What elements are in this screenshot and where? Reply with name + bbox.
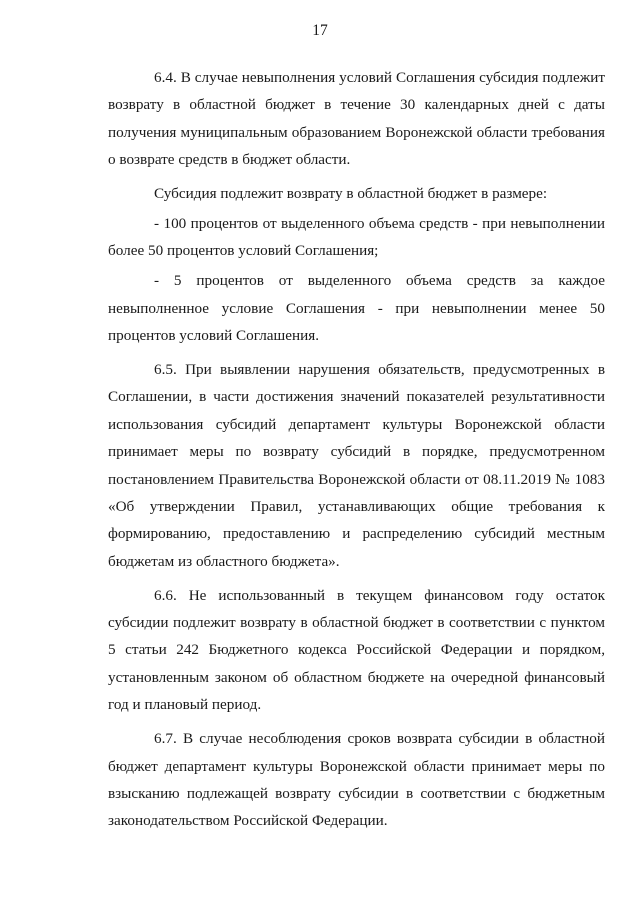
- paragraph-6-6: 6.6. Не использованный в текущем финансовом году остаток субсидии подлежит возврату в областной бюджет в соответствии с пунктом 5 статьи 242 Бюджетного кодекса Российской Федерации и порядком, установленным законом об областном бюджете на очередной финансовый год и плановый период.: [108, 586, 605, 714]
- document-body: [108, 64, 605, 841]
- page-number: 17: [312, 22, 328, 39]
- list-item-refund-100-percent: - 100 процентов от выделенного объема средств - при невыполнении более 50 процентов условий Соглашения;: [108, 215, 605, 260]
- paragraph-6-4: 6.4. В случае невыполнения условий Соглашения субсидия подлежит возврату в областной бюджет в течение 30 календарных дней с даты получения муниципальным образованием Воронежской области требования о возврате средств в бюджет области.: [108, 69, 605, 169]
- paragraph-refund-intro: Субсидия подлежит возврату в областной бюджет в размере:: [154, 185, 548, 203]
- paragraph-6-5: 6.5. При выявлении нарушения обязательств, предусмотренных в Соглашении, в части достижения значений показателей результативности использования субсидий департамент культуры Воронежской области принимает меры по возврату субсидий в порядке, предусмотренном постановлением Правительства Воронежской области от 08.11.2019 № 1083 «Об утверждении Правил, устанавливающих общие требования к формированию, предоставлению и распределению субсидий местным бюджетам из областного бюджета».: [108, 361, 605, 570]
- paragraph-6-7: 6.7. В случае несоблюдения сроков возврата субсидии в областной бюджет департамент культуры Воронежской области принимает меры по взысканию подлежащей возврату субсидии в соответствии с бюджетным законодательством Российской Федерации.: [108, 730, 605, 830]
- list-item-refund-5-percent: - 5 процентов от выделенного объема средств за каждое невыполненное условие Соглашения - при невыполнении менее 50 процентов условий Соглашения.: [108, 272, 605, 345]
